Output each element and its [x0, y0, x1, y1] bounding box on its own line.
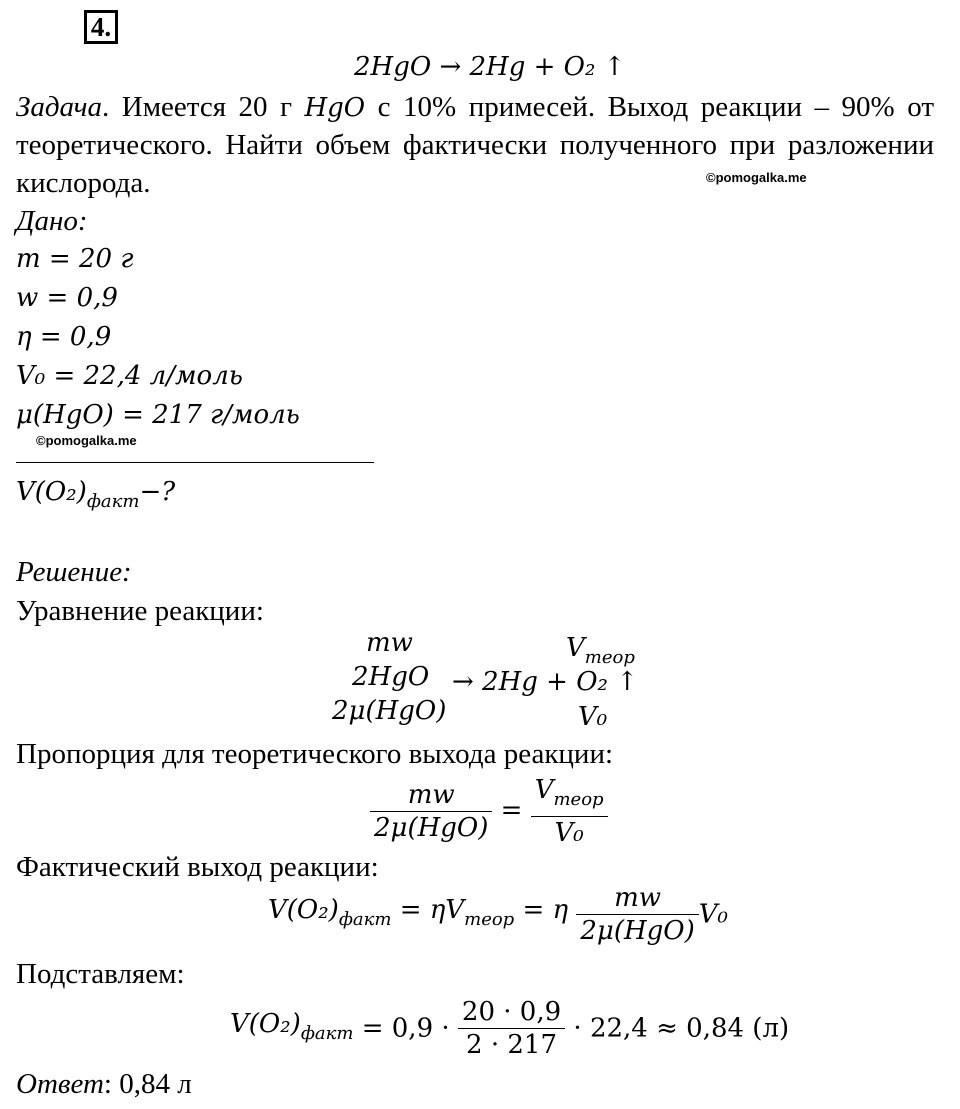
proportion-caption: Пропорция для теоретического выхода реакции: — [16, 738, 614, 770]
task-text-2: с 10% примесей. Выход реакции – 90% от теоретического. Найти объем фактически полученного при разложении кислорода. — [16, 91, 934, 199]
scheme-above-left: mw — [366, 628, 413, 658]
answer-line — [16, 1065, 192, 1103]
substitute-caption: Подставляем: — [16, 958, 185, 990]
scheme-below-left: 2μ(HgO) — [332, 696, 447, 726]
given-separator — [16, 462, 374, 463]
substitute-formula: $V(O_2)_{факт} = 0,9$ · $\frac{20 \cdot 0,9}{2 \cdot 217}$ · 22,4 ≈ 0,84 (л) — [230, 997, 790, 1060]
scheme-below-right: V₀ — [578, 702, 608, 732]
given-molar-mass: μ(HgO) = 217 г/моль — [16, 400, 300, 430]
find-sub: факт — [86, 491, 140, 512]
task-label: Задача — [16, 91, 102, 123]
find-main: V(O₂) — [16, 477, 87, 507]
scheme-left: 2HgO — [352, 662, 430, 692]
find-line — [16, 475, 175, 519]
scheme-above-right: $V_{теор}$ — [566, 633, 635, 668]
problem-number: 4. — [84, 10, 118, 44]
actual-formula: $V(O_2)_{факт} = \eta V_{теор} = \eta$ $\frac{mw}{\text{2μ(HgO)}}$ V₀ — [268, 883, 728, 946]
actual-caption: Фактический выход реакции: — [16, 851, 379, 883]
watermark-2: ©pomogalka.me — [36, 433, 137, 448]
task-text-1: . Имеется 20 г — [101, 91, 305, 123]
given-mass: m = 20 г — [16, 244, 134, 274]
answer-value: : 0,84 л — [103, 1068, 192, 1100]
proportion-fraction-left: $\frac{mw}{\text{2μ(HgO)}}$ — [370, 779, 492, 844]
given-label: Дано: — [16, 205, 88, 237]
given-purity: w = 0,9 — [16, 283, 118, 313]
reaction-caption: Уравнение реакции: — [16, 595, 264, 627]
proportion-fraction-right: $\frac{V_{теор}}{\text{V₀}}$ — [531, 774, 608, 849]
solution-label: Решение: — [16, 556, 132, 588]
watermark-1: ©pomogalka.me — [706, 170, 807, 185]
actual-fraction: $\frac{mw}{\text{2μ(HgO)}}$ — [576, 882, 698, 947]
proportion-eq: = — [500, 795, 523, 826]
given-yield: η = 0,9 — [16, 322, 112, 352]
reaction-equation-top: 2HgO → 2Hg + O₂ ↑ — [354, 52, 626, 82]
task-formula: HgO — [304, 93, 366, 123]
answer-label: Ответ — [16, 1068, 104, 1100]
substitute-fraction: $\frac{20 \cdot 0,9}{2 \cdot 217}$ — [458, 996, 565, 1061]
given-molar-volume: V₀ = 22,4 л/моль — [16, 361, 243, 391]
proportion-formula — [370, 774, 608, 849]
find-tail: −? — [139, 477, 176, 507]
scheme-right: → 2Hg + O₂ ↑ — [452, 667, 639, 697]
